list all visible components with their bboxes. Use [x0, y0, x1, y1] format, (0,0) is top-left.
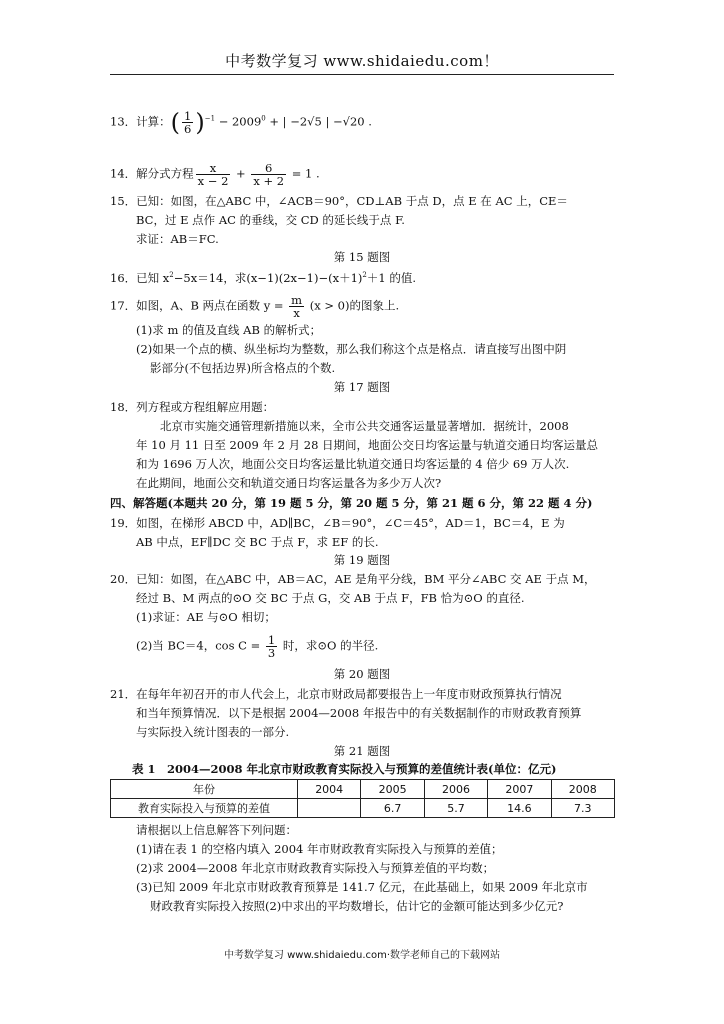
- fraction-6-over-x-plus-2: $\frac{6}{x + 2}$: [253, 161, 285, 188]
- table-header-cell: 2004: [298, 780, 361, 799]
- fraction-one-sixth: $\frac{1}{6}$: [184, 109, 192, 136]
- page-footer: 中考数学复习 www.shidaiedu.com·数学老师自己的下载网站: [223, 950, 501, 961]
- question-14: 14．解分式方程 $\frac{x}{x - 2}$ + $\frac{6}{x + 2}$ = 1 .: [110, 161, 320, 188]
- question-19-line-2: AB 中点，EF∥DC 交 BC 于点 F，求 EF 的长.: [136, 535, 379, 549]
- question-21-line-3: 与实际投入统计图表的一部分.: [136, 725, 290, 739]
- question-21-part-3-cont: 财政教育实际投入按照(2)中求出的平均数增长，估计它的金额可能达到多少亿元?: [150, 899, 564, 913]
- question-21-part-1: (1)请在表 1 的空格内填入 2004 年市财政教育实际投入与预算的差值；: [136, 842, 503, 856]
- figure-15-caption: 第 15 题图: [333, 250, 391, 264]
- question-15-line-1: 15．已知：如图，在△ABC 中，∠ACB＝90°，CD⊥AB 于点 D，点 E 在 AC 上，CE＝: [110, 194, 568, 208]
- fraction-one-third: $\frac{1}{3}$: [267, 633, 276, 660]
- section-4-heading: 四、解答题(本题共 20 分，第 19 题 5 分，第 20 题 5 分，第 21 题 6 分，第 22 题 4 分): [110, 496, 593, 510]
- question-18-line-3: 年 10 月 11 日至 2009 年 2 月 28 日期间，地面公交日均客运量与轨道交通日均客运量总: [136, 438, 599, 452]
- fraction-m-over-x: $\frac{m}{x}$: [291, 293, 303, 320]
- question-21-part-3: (3)已知 2009 年北京市财政教育预算是 141.7 亿元，在此基础上，如果 2009 年北京市: [136, 880, 588, 894]
- question-16: 16．已知 $x^2-5x=14$，求$(x-1)(2x-1)-(x+1)^2+1$ 的值.: [110, 270, 416, 285]
- question-17: 17．如图，A、B 两点在函数 y = $\frac{m}{x}$ (x > 0)的图象上.: [110, 293, 400, 320]
- table-header-cell: 年份: [111, 780, 298, 799]
- question-18-line-5: 在此期间，地面公交和轨道交通日均客运量各为多少万人次?: [136, 476, 442, 490]
- table-header-cell: 2006: [424, 780, 487, 799]
- table-header-cell: 2008: [551, 780, 614, 799]
- stat-table: [110, 779, 615, 818]
- question-18-line-2: 北京市实施交通管理新措施以来，全市公共交通客运量显著增加．据统计，2008: [160, 419, 569, 433]
- question-21-line-2: 和当年预算情况．以下是根据 2004—2008 年报告中的有关数据制作的市财政教育预算: [136, 706, 582, 720]
- question-19-line-1: 19．如图，在梯形 ABCD 中，AD∥BC，∠B＝90°，∠C＝45°，AD＝1，BC＝4，E 为: [110, 516, 565, 530]
- question-17-part-2: (2)如果一个点的横、纵坐标均为整数，那么我们称这个点是格点．请直接写出图中阴: [136, 342, 567, 356]
- question-20-line-2: 经过 B、M 两点的⊙O 交 BC 于点 G，交 AB 于点 F，FB 恰为⊙O 的直径.: [136, 591, 525, 605]
- figure-19-caption: 第 19 题图: [333, 553, 391, 567]
- question-20-line-1: 20．已知：如图，在△ABC 中，AB＝AC，AE 是角平分线，BM 平分∠ABC 交 AE 于点 M，: [110, 572, 596, 586]
- table-cell: 6.7: [361, 799, 424, 818]
- question-15-line-2: BC，过 E 点作 AC 的垂线，交 CD 的延长线于点 F.: [136, 213, 405, 227]
- question-17-part-2-cont: 影部分(不包括边界)所含格点的个数.: [150, 361, 336, 375]
- question-15-line-3: 求证：AB＝FC.: [136, 232, 219, 246]
- table-cell: 14.6: [488, 799, 551, 818]
- question-20-line-3: (1)求证：AE 与⊙O 相切；: [136, 610, 276, 624]
- question-13: 13．计算：( $\frac{1}{6}$ )$^{-1} - 2009^0$ + | −2√5 | −√20 .: [110, 108, 372, 137]
- table-cell: 5.7: [424, 799, 487, 818]
- question-21-intro: 请根据以上信息解答下列问题：: [136, 823, 297, 837]
- table-1-title: 表 1 2004—2008 年北京市财政教育实际投入与预算的差值统计表(单位：亿元): [132, 762, 557, 776]
- figure-21-caption: 第 21 题图: [333, 744, 391, 758]
- table-cell: 7.3: [551, 799, 614, 818]
- table-cell: 教育实际投入与预算的差值: [111, 799, 298, 818]
- question-18-line-4: 和为 1696 万人次，地面公交日均客运量比轨道交通日均客运量的 4 倍少 69 万人次.: [136, 457, 570, 471]
- page-header: 中考数学复习 www.shidaiedu.com！: [110, 50, 614, 75]
- figure-17-caption: 第 17 题图: [333, 380, 391, 394]
- question-21-line-1: 21．在每年年初召开的市人代会上，北京市财政局都要报告上一年度市财政预算执行情况: [110, 687, 562, 701]
- table-header-row: [111, 780, 615, 799]
- fraction-x-over-x-minus-2: $\frac{x}{x - 2}$: [197, 161, 229, 188]
- question-21-part-2: (2)求 2004—2008 年北京市财政教育实际投入与预算差值的平均数；: [136, 861, 495, 875]
- question-20-part-2: (2)当 BC＝4，cos C = $\frac{1}{3}$ 时，求⊙O 的半径.: [136, 633, 379, 660]
- question-18-line-1: 18．列方程或方程组解应用题：: [110, 400, 275, 414]
- table-header-cell: 2005: [361, 780, 424, 799]
- question-17-part-1: (1)求 m 的值及直线 AB 的解析式；: [136, 323, 322, 337]
- table-header-cell: 2007: [488, 780, 551, 799]
- figure-20-caption: 第 20 题图: [333, 667, 391, 681]
- table-row: [111, 799, 615, 818]
- table-cell-blank: [298, 799, 361, 818]
